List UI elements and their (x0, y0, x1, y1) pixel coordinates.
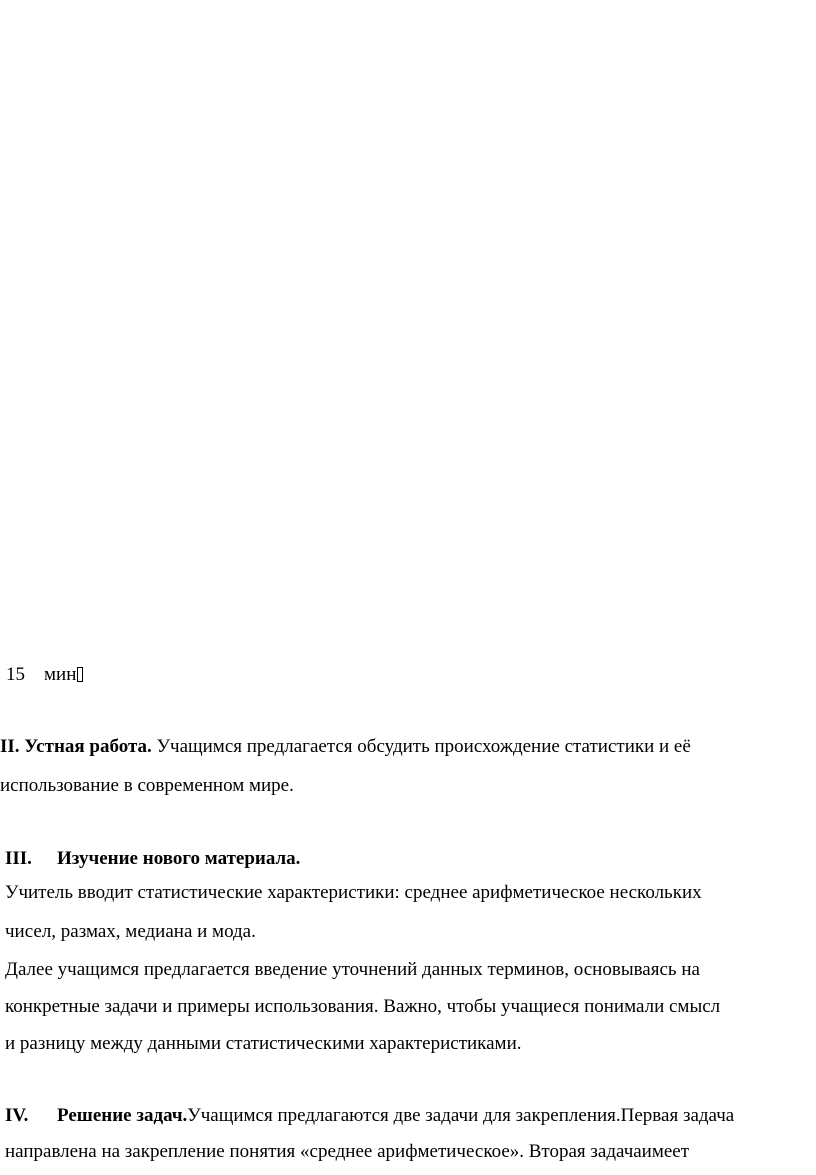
section-4-text-start: Учащимся предлагаются две задачи для закрепления.Первая задача (187, 1105, 735, 1126)
time-number: 15 (6, 664, 25, 685)
section-3-text-line: конкретные задачи и примеры использования. Важно, чтобы учащиеся понимали смысл (5, 996, 721, 1017)
time-unit-label: мин (44, 664, 77, 685)
section-2-text-line: использование в современном мире. (0, 775, 294, 796)
section-3-text-line: чисел, размах, медиана и мода. (5, 921, 256, 942)
section-3-number: III. (5, 848, 32, 869)
section-4-first-line (57, 1104, 734, 1128)
section-4-title: Решение задач. (57, 1105, 188, 1126)
section-3-title: Изучение нового материала. (57, 848, 301, 869)
section-3-text-line: и разницу между данными статистическими характеристиками. (5, 1033, 522, 1054)
missing-glyph-icon (77, 667, 83, 682)
section-4-text-line: направлена на закрепление понятия «среднее арифметическое». Вторая задачаимеет (5, 1141, 690, 1162)
section-2-first-line (0, 735, 691, 759)
section-3-text-line: Учитель вводит статистические характеристики: среднее арифметическое нескольких (5, 882, 702, 903)
section-3-text-line: Далее учащимся предлагается введение уточнений данных терминов, основываясь на (5, 959, 700, 980)
section-2-text-start: Учащимся предлагается обсудить происхождение статистики и её (151, 736, 691, 757)
section-2-heading: II. Устная работа. (0, 736, 152, 757)
time-unit (44, 663, 83, 687)
section-4-number: IV. (5, 1105, 29, 1126)
